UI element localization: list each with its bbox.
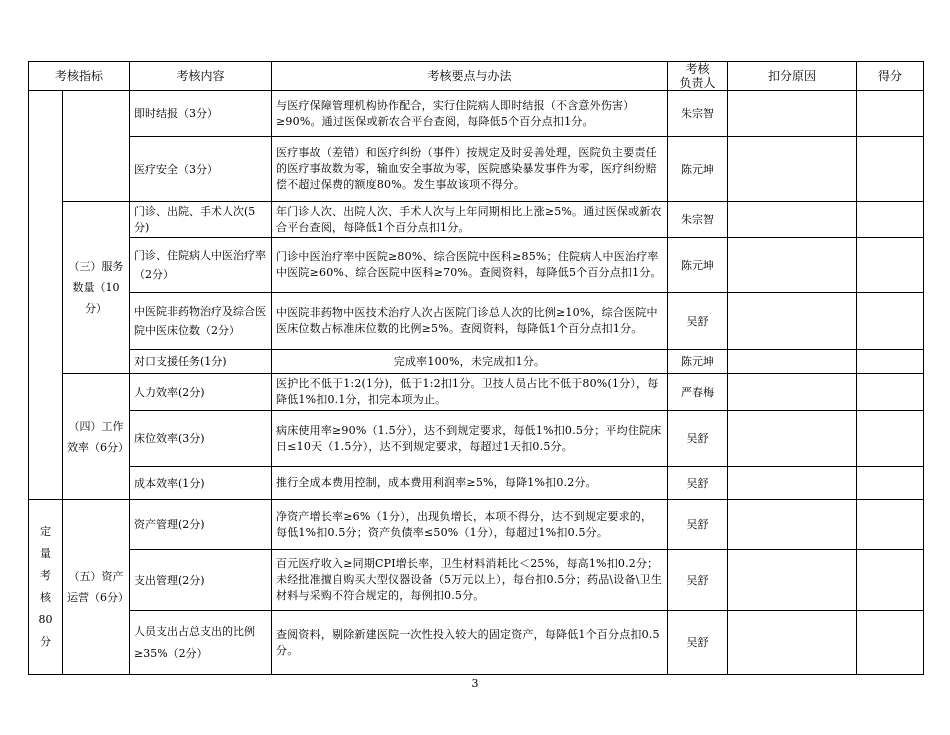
header-method: 考核要点与办法: [272, 62, 668, 91]
page-number: 3: [471, 677, 479, 690]
table-row: [29, 411, 924, 467]
row-content: 人力效率(2分): [130, 374, 272, 411]
row-method: 百元医疗收入≥同期CPI增长率，卫生材料消耗比＜25%，每高1%扣0.2分；未经批准擅自购买大型仪器设备（5万元以上），每台扣0.5分；药品\设备\卫生材料与采购不符合规定的，每例扣0.5分。: [272, 550, 668, 611]
row-person: 严春梅: [668, 374, 728, 411]
row-person: 陈元坤: [668, 350, 728, 374]
score-cell[interactable]: [857, 91, 924, 137]
deduct-reason-cell[interactable]: [728, 137, 857, 202]
row-person: 吴舒: [668, 293, 728, 350]
row-content: 人员支出占总支出的比例≥35%（2分）: [130, 611, 272, 675]
row-method: 完成率100%，未完成扣1分。: [272, 350, 668, 374]
deduct-reason-cell[interactable]: [728, 91, 857, 137]
group-blank-cell: [63, 91, 130, 202]
score-cell[interactable]: [857, 374, 924, 411]
assessment-table: [28, 61, 924, 675]
row-method: 推行全成本费用控制，成本费用利润率≥5%，每降1%扣0.2分。: [272, 467, 668, 500]
row-method: 与医疗保障管理机构协作配合，实行住院病人即时结报（不含意外伤害）≥90%。通过医保或新农合平台查阅，每降低5个百分点扣1分。: [272, 91, 668, 137]
header-row: [29, 62, 924, 91]
row-person: 朱宗智: [668, 91, 728, 137]
header-indicator: 考核指标: [29, 62, 130, 91]
table-row: [29, 550, 924, 611]
row-method: 查阅资料，剔除新建医院一次性投入较大的固定资产，每降低1个百分点扣0.5分。: [272, 611, 668, 675]
score-cell[interactable]: [857, 137, 924, 202]
score-cell[interactable]: [857, 350, 924, 374]
table-row: [29, 238, 924, 293]
deduct-reason-cell[interactable]: [728, 500, 857, 550]
header-person-text: 考核 负责人: [679, 62, 716, 90]
table-row: [29, 350, 924, 374]
score-cell[interactable]: [857, 202, 924, 238]
row-person: 朱宗智: [668, 202, 728, 238]
deduct-reason-cell[interactable]: [728, 374, 857, 411]
row-method: 年门诊人次、出院人次、手术人次与上年同期相比上涨≥5%。通过医保或新农合平台查阅，每降低1个百分点扣1分。: [272, 202, 668, 238]
row-person: 吴舒: [668, 550, 728, 611]
group-asset-operation: （五）资产运营（6分）: [63, 500, 130, 675]
row-content: 床位效率(3分): [130, 411, 272, 467]
table-row: [29, 467, 924, 500]
deduct-reason-cell[interactable]: [728, 611, 857, 675]
score-cell[interactable]: [857, 293, 924, 350]
table-row: [29, 137, 924, 202]
group-work-efficiency: （四）工作效率（6分）: [63, 374, 130, 500]
row-method: 医护比不低于1:2(1分)，低于1:2扣1分。卫技人员占比不低于80%(1分），每降低1%扣0.1分，扣完本项为止。: [272, 374, 668, 411]
score-cell[interactable]: [857, 611, 924, 675]
row-content: 门诊、出院、手术人次(5分): [130, 202, 272, 238]
header-score: 得分: [857, 62, 924, 91]
header-person: [668, 62, 728, 91]
score-cell[interactable]: [857, 238, 924, 293]
row-content: 成本效率(1分): [130, 467, 272, 500]
row-method: 中医院非药物中医技术治疗人次占医院门诊总人次的比例≥10%，综合医院中医床位数占标准床位数的比例≥5%。查阅资料，每降低1个百分点扣1分。: [272, 293, 668, 350]
deduct-reason-cell[interactable]: [728, 293, 857, 350]
row-method: 门诊中医治疗率中医院≥80%、综合医院中医科≥85%；住院病人中医治疗率中医院≥60%、综合医院中医科≥70%。查阅资料，每降低5个百分点扣1分。: [272, 238, 668, 293]
row-person: 陈元坤: [668, 137, 728, 202]
row-method: 医疗事故（差错）和医疗纠纷（事件）按规定及时妥善处理，医院负主要责任的医疗事故数为零，输血安全事故为零，医院感染暴发事件为零，医疗纠纷赔偿不超过保费的额度80%。发生事故该项不得分。: [272, 137, 668, 202]
row-person: 吴舒: [668, 611, 728, 675]
row-person: 吴舒: [668, 411, 728, 467]
row-method: 病床使用率≥90%（1.5分），达不到规定要求，每低1%扣0.5分；平均住院床日≤10天（1.5分），达不到规定要求，每超过1天扣0.5分。: [272, 411, 668, 467]
table-row: [29, 293, 924, 350]
row-content: 门诊、住院病人中医治疗率（2分）: [130, 238, 272, 293]
group-service-quantity: （三）服务数量（10分）: [63, 202, 130, 374]
score-cell[interactable]: [857, 550, 924, 611]
header-content: 考核内容: [130, 62, 272, 91]
table-row: [29, 611, 924, 675]
score-cell[interactable]: [857, 467, 924, 500]
deduct-reason-cell[interactable]: [728, 350, 857, 374]
table-row: [29, 500, 924, 550]
row-content: 即时结报（3分）: [130, 91, 272, 137]
row-content: 对口支援任务(1分): [130, 350, 272, 374]
table-row: [29, 91, 924, 137]
deduct-reason-cell[interactable]: [728, 550, 857, 611]
section-quantitative-label: 定量考核80分: [38, 525, 53, 648]
section-blank-cell: [29, 91, 63, 500]
row-content: 资产管理(2分): [130, 500, 272, 550]
score-cell[interactable]: [857, 411, 924, 467]
score-cell[interactable]: [857, 500, 924, 550]
deduct-reason-cell[interactable]: [728, 238, 857, 293]
row-content: 中医院非药物治疗及综合医院中医床位数（2分）: [130, 293, 272, 350]
row-person: 吴舒: [668, 467, 728, 500]
row-method: 净资产增长率≥6%（1分），出现负增长，本项不得分，达不到规定要求的，每低1%扣0.5分；资产负债率≤50%（1分），每超过1%扣0.5分。: [272, 500, 668, 550]
deduct-reason-cell[interactable]: [728, 202, 857, 238]
deduct-reason-cell[interactable]: [728, 467, 857, 500]
row-content: 医疗安全（3分）: [130, 137, 272, 202]
table-row: [29, 374, 924, 411]
row-person: 吴舒: [668, 500, 728, 550]
deduct-reason-cell[interactable]: [728, 411, 857, 467]
section-quantitative: [29, 500, 63, 675]
row-content: 支出管理(2分): [130, 550, 272, 611]
table-row: [29, 202, 924, 238]
row-person: 陈元坤: [668, 238, 728, 293]
header-reason: 扣分原因: [728, 62, 857, 91]
